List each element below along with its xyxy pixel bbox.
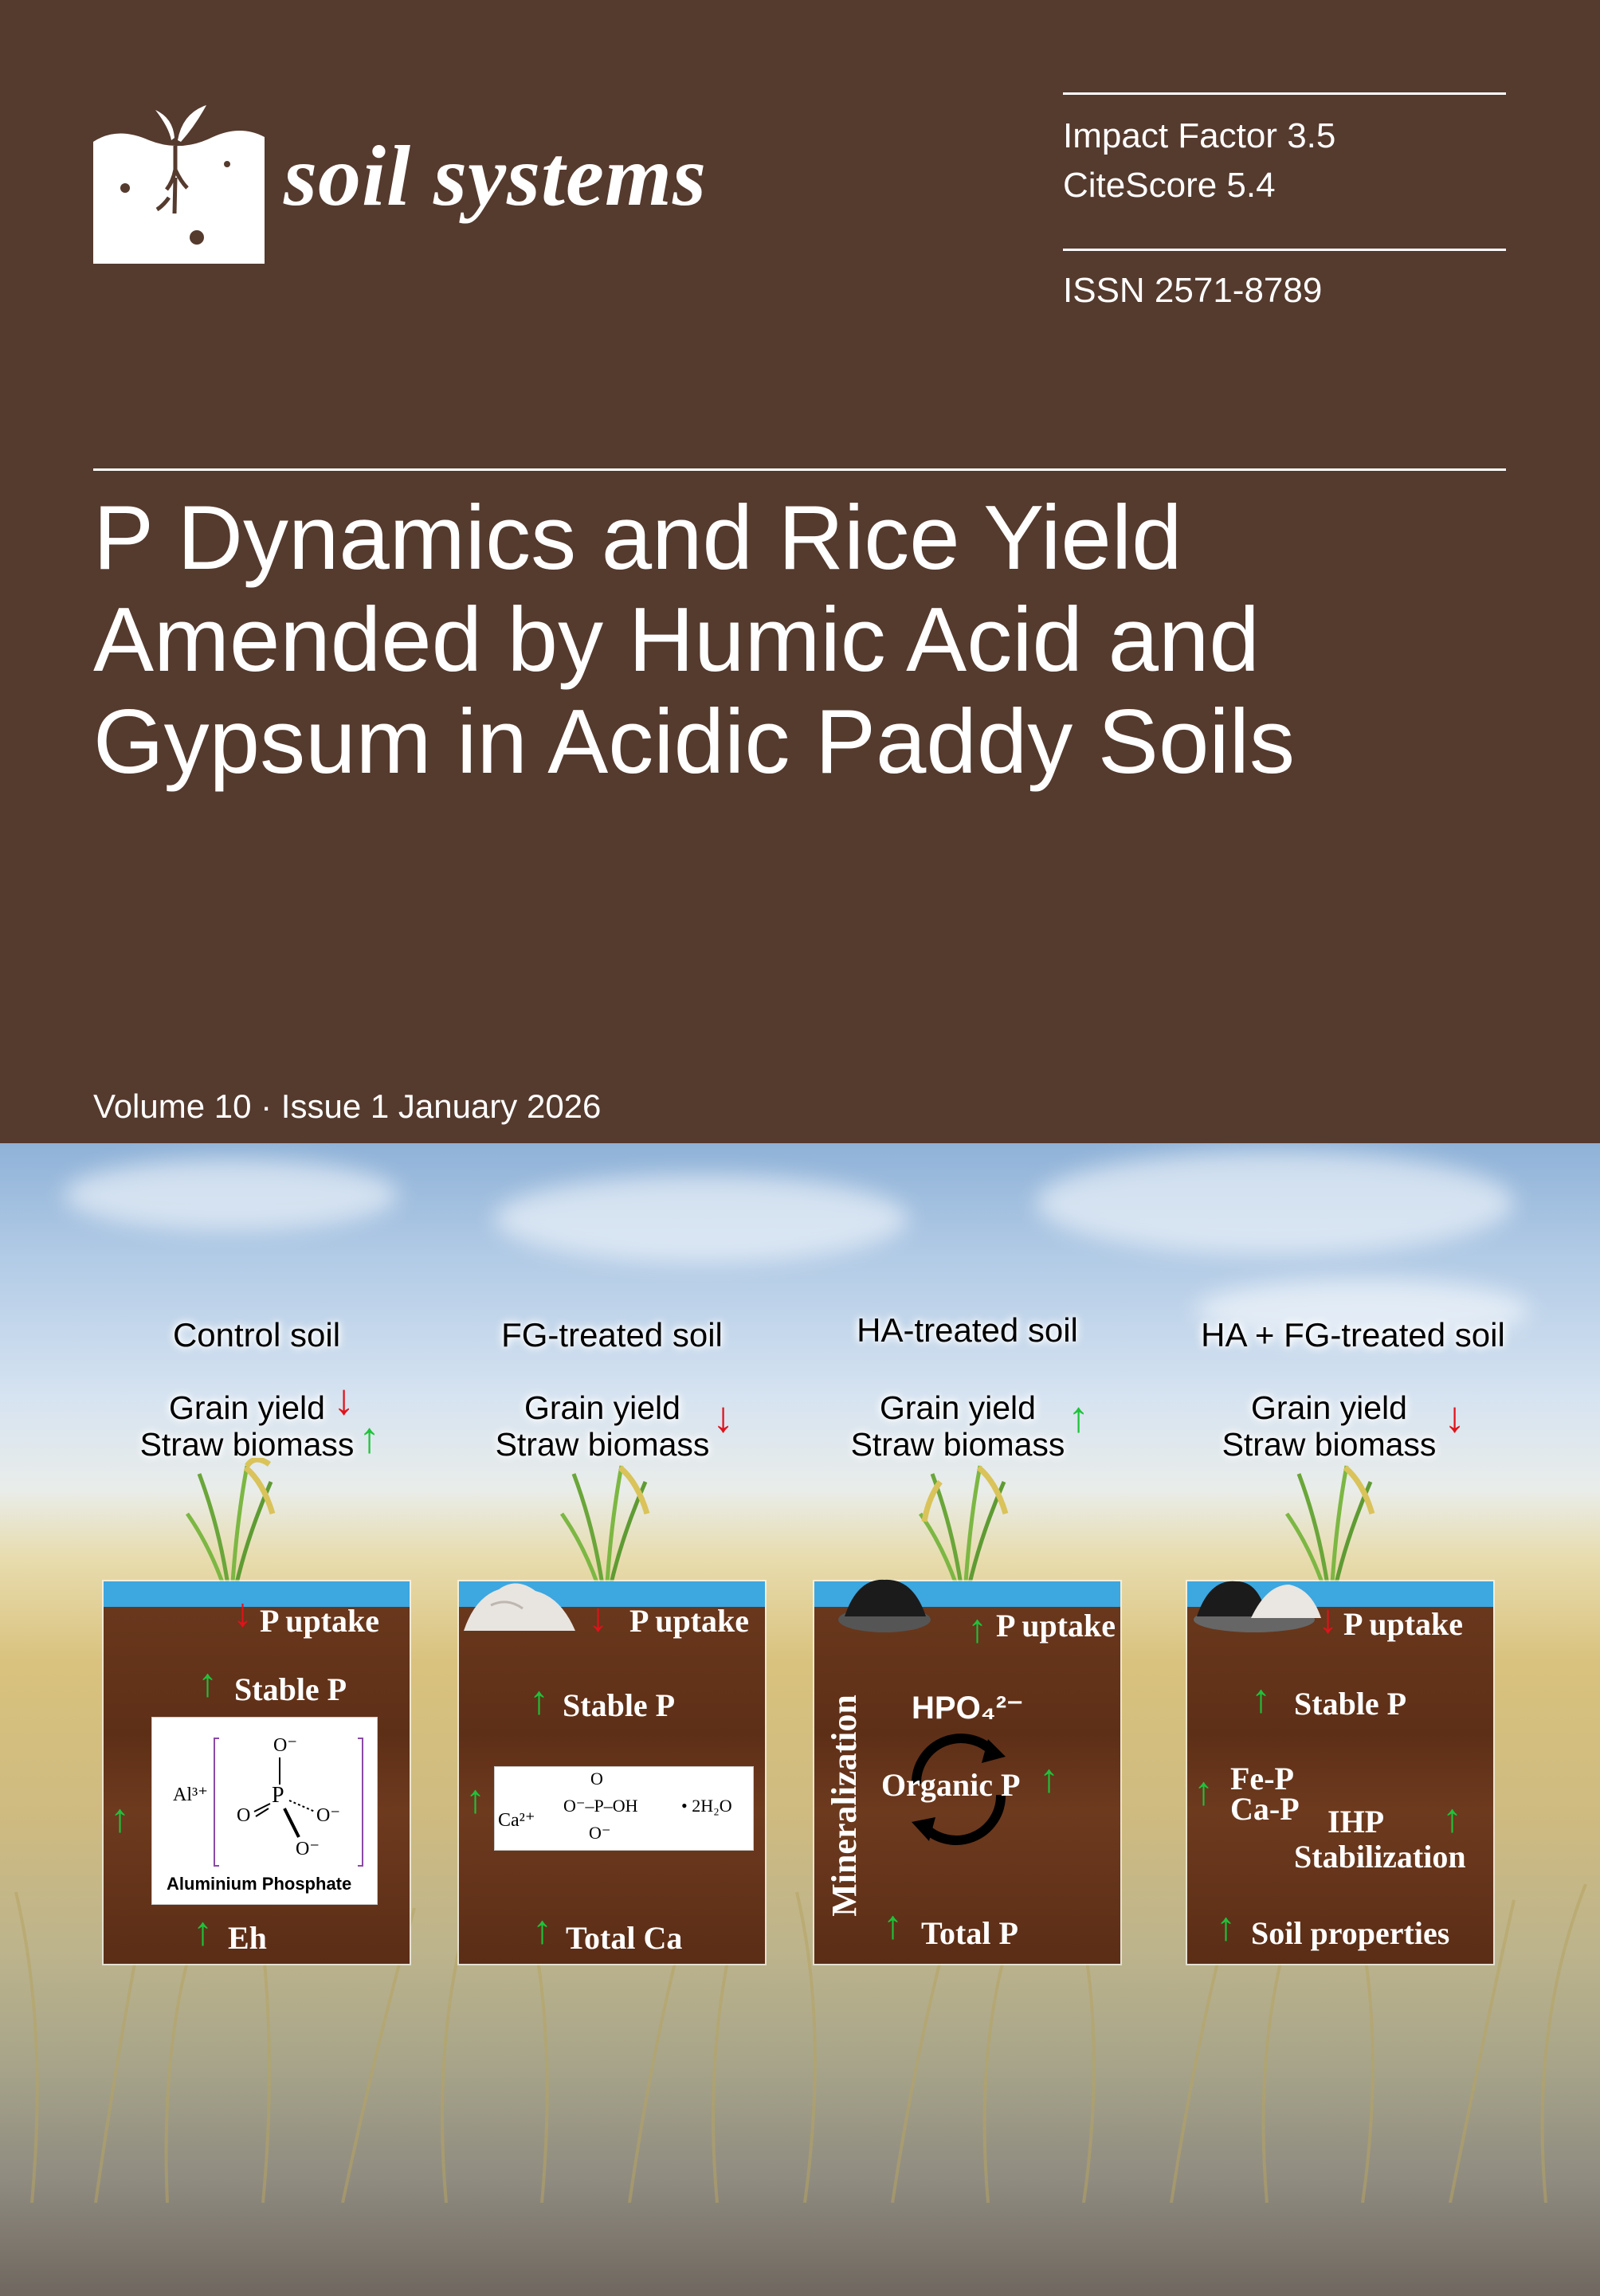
up-arrow-icon: ↑ bbox=[529, 1678, 549, 1722]
al-ion: Al³⁺ bbox=[173, 1785, 208, 1805]
up-arrow-icon: ↑ bbox=[110, 1796, 130, 1840]
grain-yield-label: Grain yield bbox=[880, 1389, 1036, 1426]
yield-label bbox=[1202, 1389, 1457, 1463]
ihp-label: IHP bbox=[1327, 1804, 1385, 1840]
panel-title-ha-fg: HA + FG-treated soil bbox=[1201, 1316, 1505, 1354]
grain-yield-label: Grain yield bbox=[524, 1389, 680, 1426]
gypsum-structure bbox=[494, 1766, 754, 1851]
down-arrow-icon: ↓ bbox=[712, 1393, 734, 1441]
humic-gypsum-mix-icon bbox=[1187, 1570, 1331, 1642]
straw-biomass-label: Straw biomass bbox=[139, 1426, 355, 1463]
gypsum-pile-icon bbox=[459, 1573, 578, 1637]
oxygen: O⁻ bbox=[589, 1823, 611, 1843]
stable-p-label: Stable P bbox=[1294, 1686, 1407, 1722]
impact-factor: Impact Factor 3.5 bbox=[1063, 116, 1336, 155]
soil-panel-fg bbox=[459, 1581, 765, 1964]
straw-biomass-label: Straw biomass bbox=[850, 1426, 1065, 1463]
cover-header bbox=[0, 0, 1600, 1143]
up-arrow-icon: ↑ bbox=[1039, 1756, 1059, 1800]
aluminium-phosphate-structure bbox=[151, 1717, 378, 1905]
up-arrow-icon: ↑ bbox=[359, 1414, 380, 1462]
title-line: Gypsum in Acidic Paddy Soils bbox=[93, 692, 1295, 793]
divider bbox=[93, 468, 1506, 471]
grain-yield-label: Grain yield bbox=[169, 1389, 325, 1426]
journal-logo-icon bbox=[93, 102, 265, 264]
soil-panel-ha-fg bbox=[1187, 1581, 1493, 1964]
p-uptake-label: P uptake bbox=[629, 1603, 750, 1639]
straw-biomass-label: Straw biomass bbox=[1222, 1426, 1437, 1463]
down-arrow-icon: ↓ bbox=[333, 1376, 355, 1424]
cloud bbox=[64, 1159, 398, 1231]
soil-properties-label: Soil properties bbox=[1251, 1915, 1450, 1951]
title-line: Amended by Humic Acid and bbox=[93, 590, 1260, 691]
straw-biomass-label: Straw biomass bbox=[495, 1426, 710, 1463]
oxygen: O⁻ bbox=[316, 1805, 340, 1826]
phosphorus: P bbox=[272, 1783, 284, 1808]
up-arrow-icon: ↑ bbox=[1251, 1676, 1271, 1721]
down-arrow-icon: ↓ bbox=[1318, 1597, 1338, 1641]
down-arrow-icon: ↓ bbox=[588, 1595, 608, 1640]
p-uptake-label: P uptake bbox=[1343, 1606, 1464, 1642]
up-arrow-icon: ↑ bbox=[1442, 1796, 1462, 1840]
oxygen: O bbox=[590, 1769, 603, 1789]
panel-title-fg: FG-treated soil bbox=[501, 1316, 723, 1354]
ca-p-label: Ca-P bbox=[1230, 1791, 1300, 1827]
soil-panel-ha bbox=[814, 1581, 1120, 1964]
up-arrow-icon: ↑ bbox=[1068, 1393, 1089, 1441]
title-line: P Dynamics and Rice Yield bbox=[93, 488, 1182, 589]
soil-panel-control bbox=[104, 1581, 410, 1964]
citescore: CiteScore 5.4 bbox=[1063, 166, 1276, 205]
p-uptake-label: P uptake bbox=[996, 1608, 1116, 1644]
water-of-hydration: • 2H₂O bbox=[681, 1796, 732, 1816]
up-arrow-icon: ↑ bbox=[1216, 1904, 1236, 1949]
up-arrow-icon: ↑ bbox=[193, 1909, 213, 1953]
up-arrow-icon: ↑ bbox=[465, 1777, 485, 1821]
total-p-label: Total P bbox=[921, 1915, 1018, 1951]
cloud bbox=[1036, 1151, 1514, 1255]
oxygen: O⁻ bbox=[273, 1735, 297, 1756]
oxygen: O bbox=[237, 1805, 251, 1826]
divider bbox=[1063, 249, 1506, 251]
issn: ISSN 2571-8789 bbox=[1063, 271, 1323, 310]
stable-p-label: Stable P bbox=[234, 1671, 347, 1707]
yield-label bbox=[830, 1389, 1085, 1463]
organic-p-label: Organic P bbox=[881, 1767, 1021, 1803]
oxygen: O⁻ bbox=[296, 1839, 320, 1859]
up-arrow-icon: ↑ bbox=[198, 1660, 218, 1705]
divider bbox=[1063, 92, 1506, 95]
humic-acid-dish-icon bbox=[833, 1570, 937, 1642]
p-uptake-label: P uptake bbox=[260, 1603, 380, 1639]
phosphate-formula: O⁻–P–OH bbox=[563, 1796, 638, 1816]
stabilization-label: Stabilization bbox=[1294, 1839, 1466, 1875]
panel-title-ha: HA-treated soil bbox=[857, 1311, 1078, 1349]
journal-name: soil systems bbox=[284, 129, 708, 224]
mineralization-label: Mineralization bbox=[824, 1695, 864, 1917]
cloud bbox=[494, 1175, 908, 1263]
down-arrow-icon: ↓ bbox=[1444, 1393, 1465, 1441]
ca-ion: Ca²⁺ bbox=[498, 1810, 535, 1831]
up-arrow-icon: ↑ bbox=[967, 1606, 987, 1651]
stable-p-label: Stable P bbox=[563, 1687, 676, 1723]
issue-info: Volume 10 · Issue 1 January 2026 bbox=[93, 1087, 602, 1125]
article-title bbox=[93, 488, 1527, 793]
grain-yield-label: Grain yield bbox=[1251, 1389, 1407, 1426]
up-arrow-icon: ↑ bbox=[1194, 1769, 1214, 1813]
total-ca-label: Total Ca bbox=[566, 1920, 683, 1956]
yield-label bbox=[475, 1389, 730, 1463]
hpo4-label: HPO₄²⁻ bbox=[912, 1691, 1024, 1726]
compound-name: Aluminium Phosphate bbox=[167, 1874, 352, 1894]
fe-p-label: Fe-P bbox=[1230, 1761, 1294, 1796]
down-arrow-icon: ↓ bbox=[233, 1590, 253, 1635]
up-arrow-icon: ↑ bbox=[532, 1907, 552, 1952]
panel-title-control: Control soil bbox=[172, 1316, 341, 1354]
eh-label: Eh bbox=[228, 1920, 267, 1956]
up-arrow-icon: ↑ bbox=[883, 1902, 903, 1947]
